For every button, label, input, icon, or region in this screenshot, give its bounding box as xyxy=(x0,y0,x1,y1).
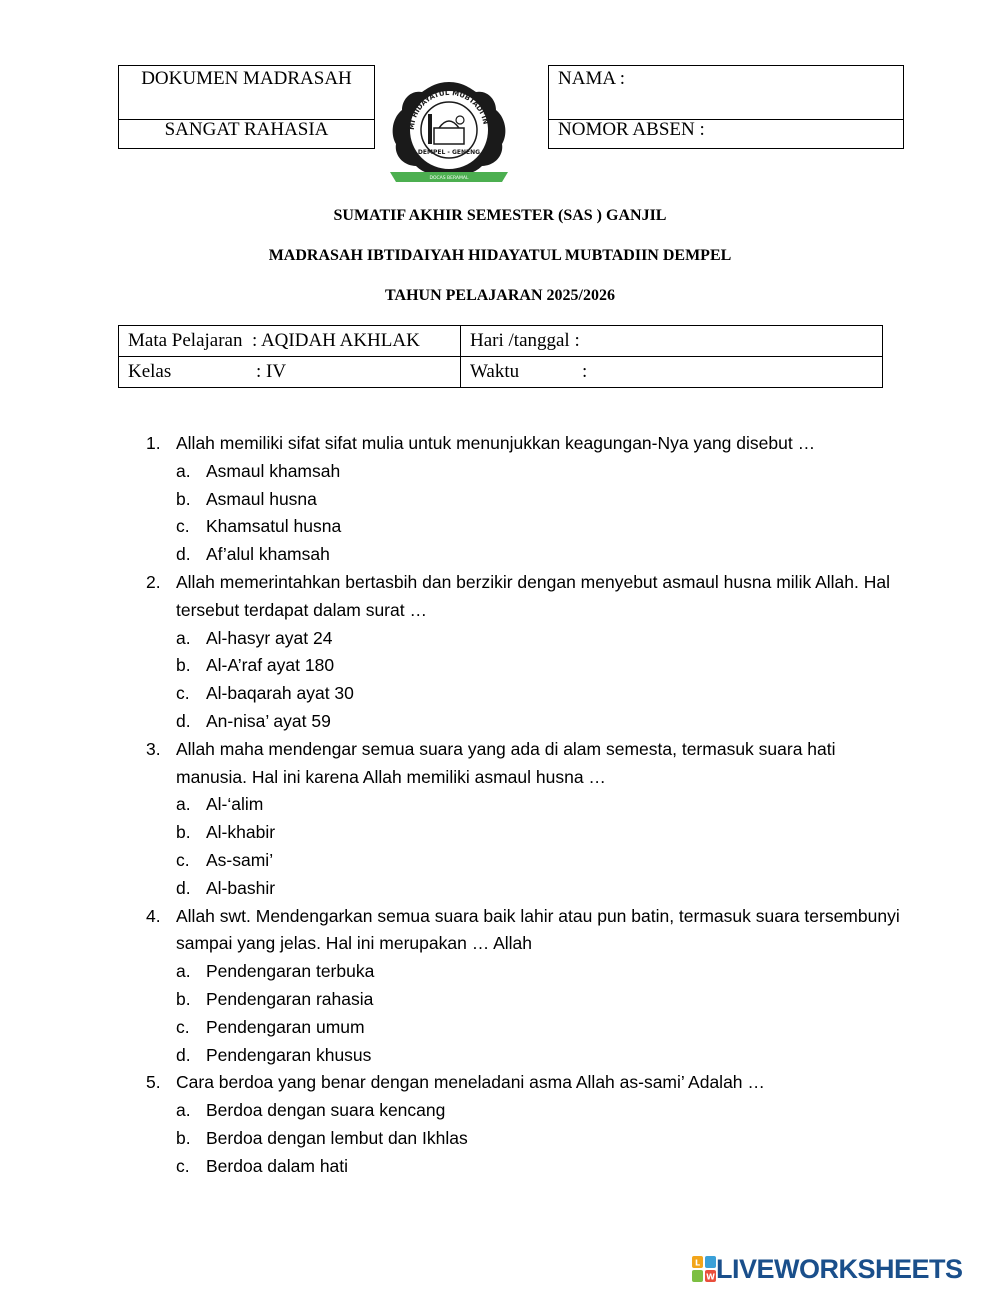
date-label: Hari /tanggal : xyxy=(470,330,580,351)
question-item xyxy=(146,430,906,458)
option-text: Khamsatul husna xyxy=(206,516,342,537)
answer-option[interactable] xyxy=(146,1125,906,1153)
option-letter: a. xyxy=(176,961,191,982)
option-text: Al-khabir xyxy=(206,822,276,843)
option-text: Al-‘alim xyxy=(206,794,264,815)
option-letter: c. xyxy=(176,1155,190,1176)
option-text: Berdoa dengan suara kencang xyxy=(206,1100,446,1121)
exam-info-row xyxy=(119,357,883,388)
badge-letter: W xyxy=(706,1272,715,1282)
option-text: Pendengaran terbuka xyxy=(206,961,375,982)
option-text: Al-hasyr ayat 24 xyxy=(206,627,333,648)
option-letter: a. xyxy=(176,794,191,815)
answer-option[interactable] xyxy=(146,875,906,903)
option-letter: a. xyxy=(176,1100,191,1121)
class-value: : IV xyxy=(256,361,287,382)
answer-option[interactable] xyxy=(146,652,906,680)
question-text: Allah swt. Mendengarkan semua suara baik lahir atau pun batin, termasuk suara tersembunyi sampai yang jelas. Hal ini merupakan … Allah xyxy=(176,905,900,954)
answer-option[interactable] xyxy=(146,958,906,986)
option-text: Pendengaran rahasia xyxy=(206,988,374,1009)
confidentiality-label: SANGAT RAHASIA xyxy=(164,119,329,140)
answer-option[interactable] xyxy=(146,1042,906,1070)
answer-option[interactable] xyxy=(146,847,906,875)
answer-option[interactable] xyxy=(146,986,906,1014)
liveworksheets-brand: LIVEWORKSHEETS xyxy=(716,1253,963,1284)
answer-option[interactable] xyxy=(146,819,906,847)
exam-info-table xyxy=(118,325,883,388)
question-number: 2. xyxy=(146,571,161,592)
question-text: Allah memiliki sifat sifat mulia untuk menunjukkan keagungan-Nya yang disebut … xyxy=(176,433,816,453)
option-letter: d. xyxy=(176,877,191,898)
answer-option[interactable] xyxy=(146,513,906,541)
attendance-number-field[interactable]: NOMOR ABSEN : xyxy=(558,119,705,140)
question-item xyxy=(146,569,906,625)
option-text: Pendengaran umum xyxy=(206,1016,365,1037)
name-field[interactable]: NAMA : xyxy=(549,66,903,120)
answer-option[interactable] xyxy=(146,458,906,486)
answer-option[interactable] xyxy=(146,680,906,708)
student-identity-box xyxy=(548,65,904,149)
question-number: 4. xyxy=(146,905,161,926)
option-letter: d. xyxy=(176,1044,191,1065)
option-letter: c. xyxy=(176,516,190,537)
question-text: Cara berdoa yang benar dengan meneladani asma Allah as-sami’ Adalah … xyxy=(176,1072,765,1093)
option-text: Al-A’raf ayat 180 xyxy=(206,655,335,676)
answer-option[interactable] xyxy=(146,708,906,736)
option-letter: b. xyxy=(176,822,191,843)
answer-option[interactable] xyxy=(146,486,906,514)
badge-letter: L xyxy=(694,1258,701,1268)
answer-option[interactable] xyxy=(146,1014,906,1042)
exam-title: SUMATIF AKHIR SEMESTER (SAS ) GANJIL xyxy=(333,207,667,224)
option-letter: c. xyxy=(176,683,190,704)
time-label: Waktu xyxy=(470,361,520,382)
option-letter: b. xyxy=(176,488,191,509)
option-letter: b. xyxy=(176,1127,191,1148)
academic-year: TAHUN PELAJARAN 2025/2026 xyxy=(385,287,615,304)
answer-option[interactable] xyxy=(146,541,906,569)
school-name: MADRASAH IBTIDAIYAH HIDAYATUL MUBTADIIN DEMPEL xyxy=(268,247,732,264)
option-text: Al-baqarah ayat 30 xyxy=(206,683,354,704)
option-text: Asmaul husna xyxy=(206,488,317,509)
answer-option[interactable] xyxy=(146,1097,906,1125)
option-text: Berdoa dengan lembut dan Ikhlas xyxy=(206,1127,468,1148)
option-letter: b. xyxy=(176,988,191,1009)
question-number: 5. xyxy=(146,1072,161,1093)
option-letter: c. xyxy=(176,1016,190,1037)
option-letter: d. xyxy=(176,710,191,731)
question-item xyxy=(146,1069,906,1097)
question-text: Allah memerintahkan bertasbih dan berzikir dengan menyebut asmaul husna milik Allah. Hal tersebut terdapat dalam surat … xyxy=(176,571,890,620)
question-item xyxy=(146,736,906,792)
subject-label: Mata Pelajaran xyxy=(128,330,243,351)
liveworksheets-logo[interactable] xyxy=(692,1254,963,1284)
answer-option[interactable] xyxy=(146,791,906,819)
subject-cell xyxy=(119,326,461,357)
question-number: 1. xyxy=(146,433,161,453)
class-cell xyxy=(119,357,461,388)
question-list xyxy=(146,430,906,1181)
option-text: Pendengaran khusus xyxy=(206,1044,372,1065)
option-text: Af’alul khamsah xyxy=(206,544,330,565)
school-logo-emblem xyxy=(384,78,514,184)
option-letter: a. xyxy=(176,460,191,481)
option-text: As-sami’ xyxy=(206,849,274,870)
subject-value: : AQIDAH AKHLAK xyxy=(251,330,420,351)
date-cell[interactable] xyxy=(461,326,883,357)
logo-ring-text: MI HIDAYATUL MUBTADI'IN xyxy=(407,88,490,131)
answer-option[interactable] xyxy=(146,625,906,653)
document-classification-box xyxy=(118,65,375,149)
question-text: Allah maha mendengar semua suara yang ada di alam semesta, termasuk suara hati manusia. Hal ini karena Allah memiliki asmaul husna … xyxy=(176,738,836,787)
option-letter: c. xyxy=(176,849,190,870)
question-number: 3. xyxy=(146,738,161,759)
logo-ribbon-text: DOCAS BERAMAL xyxy=(429,176,469,181)
exam-info-row xyxy=(119,326,883,357)
option-text: An-nisa’ ayat 59 xyxy=(206,710,331,731)
class-label: Kelas xyxy=(128,361,172,382)
answer-option[interactable] xyxy=(146,1153,906,1181)
logo-bottom-text: DEMPEL - GENENG xyxy=(417,149,481,156)
document-type-label: DOKUMEN MADRASAH xyxy=(119,66,374,120)
time-cell[interactable] xyxy=(461,357,883,388)
time-value: : xyxy=(582,361,588,382)
option-text: Al-bashir xyxy=(206,877,276,898)
option-letter: d. xyxy=(176,544,191,565)
option-text: Asmaul khamsah xyxy=(206,460,341,481)
liveworksheets-badge-icon xyxy=(692,1256,716,1282)
question-item xyxy=(146,903,906,959)
option-letter: a. xyxy=(176,627,191,648)
option-text: Berdoa dalam hati xyxy=(206,1155,349,1176)
school-logo xyxy=(384,78,514,184)
option-letter: b. xyxy=(176,655,191,676)
